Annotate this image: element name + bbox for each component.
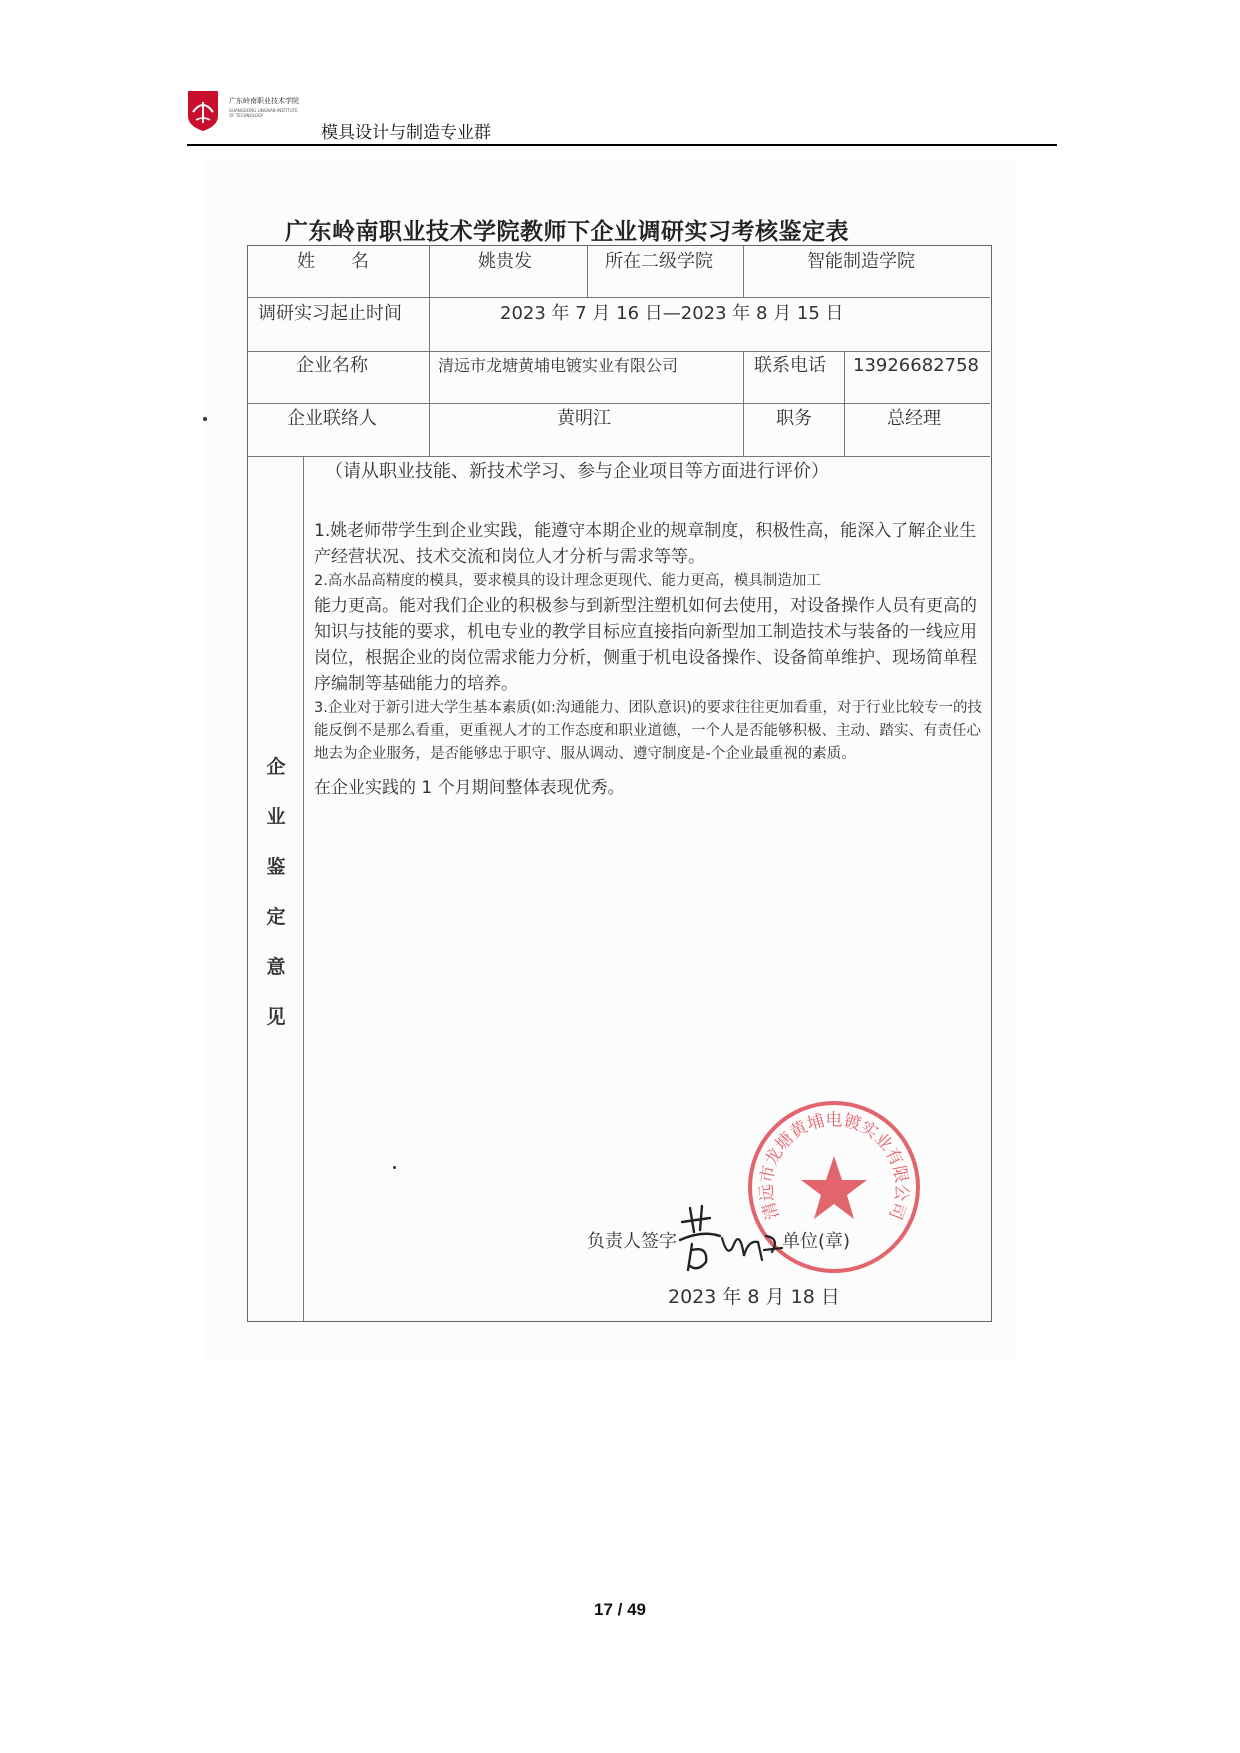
seal-text: 清远市龙塘黄埔电镀实业有限公司 [756, 1110, 912, 1223]
company-label: 企业名称 [296, 355, 368, 376]
period-label: 调研实习起止时间 [258, 303, 402, 324]
opinion-label-char: 企 [266, 756, 286, 778]
page-number: 17 / 49 [594, 1600, 646, 1619]
school-logo [187, 90, 219, 132]
opinion-vertical-label [264, 752, 288, 1052]
opinion-label-char: 意 [266, 956, 286, 978]
opinion-instruction: （请从职业技能、新技术学习、参与企业项目等方面进行评价） [325, 461, 829, 482]
sign-date: 2023 年 8 月 18 日 [668, 1286, 840, 1308]
handwritten-signature [662, 1200, 802, 1280]
position-label: 职务 [776, 408, 812, 429]
contact-value: 黄明江 [557, 408, 611, 429]
scan-speck [203, 417, 207, 421]
scan-speck [393, 1166, 396, 1169]
evaluation-paragraph-3: 3.企业对于新引进大学生基本素质(如:沟通能力、团队意识)的要求往往更加看重，对于行业比较专一的技能反倒不是那么看重，更重视人才的工作态度和职业道德，一个人是否能够积极、主动、踏实、有责任心地去为企业服务，是否能够忠于职守、服从调动、遵守制度是-个企业最重视的素质。 [314, 700, 983, 762]
phone-value: 13926682758 [853, 355, 979, 376]
contact-label: 企业联络人 [287, 408, 377, 429]
evaluation-paragraph-1: 1.姚老师带学生到企业实践，能遵守本期企业的规章制度，积极性高，能深入了解企业生产经营状况、技术交流和岗位人才分析与需求等等。 [314, 521, 977, 567]
signer-label: 负责人签字 [587, 1231, 677, 1252]
college-label: 所在二级学院 [605, 251, 713, 272]
school-name-cn: 广东岭南职业技术学院 [229, 97, 299, 105]
name-value: 姚贵发 [478, 251, 532, 272]
opinion-label-char: 定 [266, 906, 286, 928]
opinion-label-char: 鉴 [266, 856, 286, 878]
opinion-label-char: 见 [266, 1006, 286, 1028]
major-group-title: 模具设计与制造专业群 [321, 123, 491, 143]
phone-label: 联系电话 [754, 355, 826, 376]
evaluation-paragraph-2a: 2.高水品高精度的模具，要求模具的设计理念更现代、能力更高，模具制造加工 [314, 573, 821, 589]
form-title: 广东岭南职业技术学院教师下企业调研实习考核鉴定表 [285, 219, 849, 245]
school-name-en: GUANGDONG LINGNAN INSTITUTE OF TECHNOLOGY [229, 108, 298, 118]
evaluation-summary: 在企业实践的 1 个月期间整体表现优秀。 [314, 778, 625, 798]
evaluation-text [314, 518, 989, 800]
page-header [187, 88, 1057, 146]
position-value: 总经理 [887, 408, 941, 429]
evaluation-paragraph-2b: 能力更高。能对我们企业的积极参与到新型注塑机如何去使用，对设备操作人员有更高的知识与技能的要求，机电专业的教学目标应直接指向新型加工制造技术与装备的一线应用岗位，根据企业的岗位需求能力分析，侧重于机电设备操作、设备简单维护、现场简单程序编制等基础能力的培养。 [314, 596, 977, 694]
opinion-label-char: 业 [266, 806, 286, 828]
company-value: 清远市龙塘黄埔电镀实业有限公司 [438, 356, 679, 375]
period-value: 2023 年 7 月 16 日—2023 年 8 月 15 日 [500, 303, 844, 324]
name-label: 姓 名 [297, 251, 369, 272]
unit-seal-label: 单位(章) [782, 1231, 851, 1252]
college-value: 智能制造学院 [807, 251, 915, 272]
